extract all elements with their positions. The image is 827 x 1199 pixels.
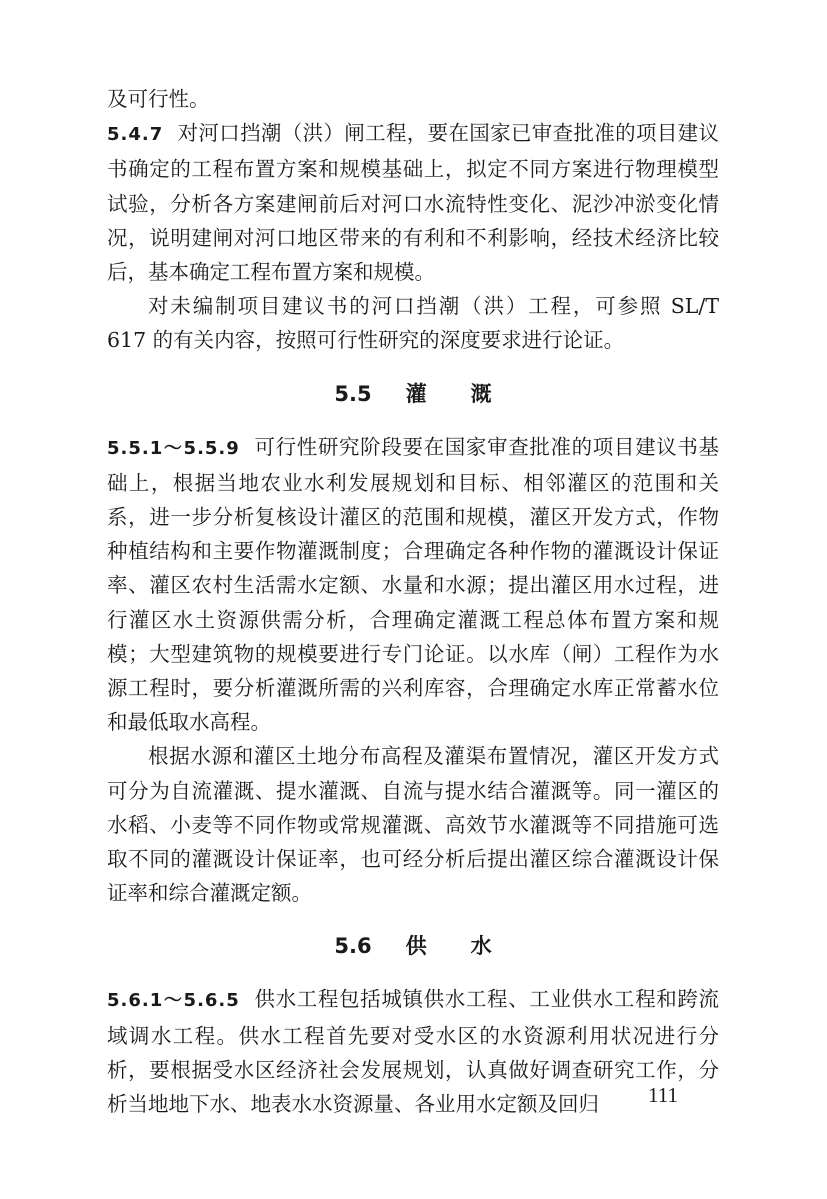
section-heading-5-5 (107, 358, 719, 430)
section-title-char-2: 溉 (470, 381, 492, 406)
continuation-text: 及可行性。 (107, 87, 210, 111)
clause-text: 对河口挡潮（洪）闸工程，要在国家已审查批准的项目建议书确定的工程布置方案和规模基础上，拟定不同方案进行物理模型试验，分析各方案建闸前后对河口水流特性变化、泥沙冲淤变化情况，说明建闸对河口地区带来的有利和不利影响，经技术经济比较后，基本确定工程布置方案和规模。 (107, 121, 719, 285)
clause-5-6-1-5 (107, 982, 719, 1121)
section-heading-5-6 (107, 910, 719, 982)
document-page (107, 82, 719, 1121)
clause-5-4-7 (107, 116, 719, 289)
clause-5-5-1-9 (107, 430, 719, 740)
section-title-char-1: 供 (405, 934, 427, 959)
section-title-char-2: 水 (470, 934, 492, 959)
clause-number: 5.6.1～5.6.5 (107, 990, 240, 1012)
clause-number: 5.4.7 (107, 124, 164, 146)
clause-text: 可行性研究阶段要在国家审查批准的项目建议书基础上，根据当地农业水利发展规划和目标、相邻灌区的范围和关系，进一步分析复核设计灌区的范围和规模，灌区开发方式，作物种植结构和主要作物灌溉制度；合理确定各种作物的灌溉设计保证率、灌区农村生活需水定额、水量和水源；提出灌区用水过程，进行灌区水土资源供需分析，合理确定灌溉工程总体布置方案和规模；大型建筑物的规模要进行专门论证。以水库（闸）工程作为水源工程时，要分析灌溉所需的兴利库容，合理确定水库正常蓄水位和最低取水高程。 (107, 434, 720, 735)
clause-5-5-para2: 根据水源和灌区土地分布高程及灌渠布置情况，灌区开发方式可分为自流灌溉、提水灌溉、自流与提水结合灌溉等。同一灌区的水稻、小麦等不同作物或常规灌溉、高效节水灌溉等不同措施可选取不同的灌溉设计保证率，也可经分析后提出灌区综合灌溉设计保证率和综合灌溉定额。 (107, 744, 719, 906)
clause-number: 5.5.1～5.5.9 (107, 437, 240, 459)
section-number: 5.6 (334, 934, 372, 959)
section-title-char-1: 灌 (405, 381, 427, 406)
clause-5-4-7-para2: 对未编制项目建议书的河口挡潮（洪）工程，可参照 SL/T 617 的有关内容，按照可行性研究的深度要求进行论证。 (107, 294, 719, 353)
section-number: 5.5 (334, 381, 372, 406)
page-number: 111 (648, 1083, 678, 1107)
clause-text: 供水工程包括城镇供水工程、工业供水工程和跨流域调水工程。供水工程首先要对受水区的水资源利用状况进行分析，要根据受水区经济社会发展规划，认真做好调查研究工作，分析当地地下水、地表水水资源量、各业用水定额及回归 (107, 987, 720, 1117)
